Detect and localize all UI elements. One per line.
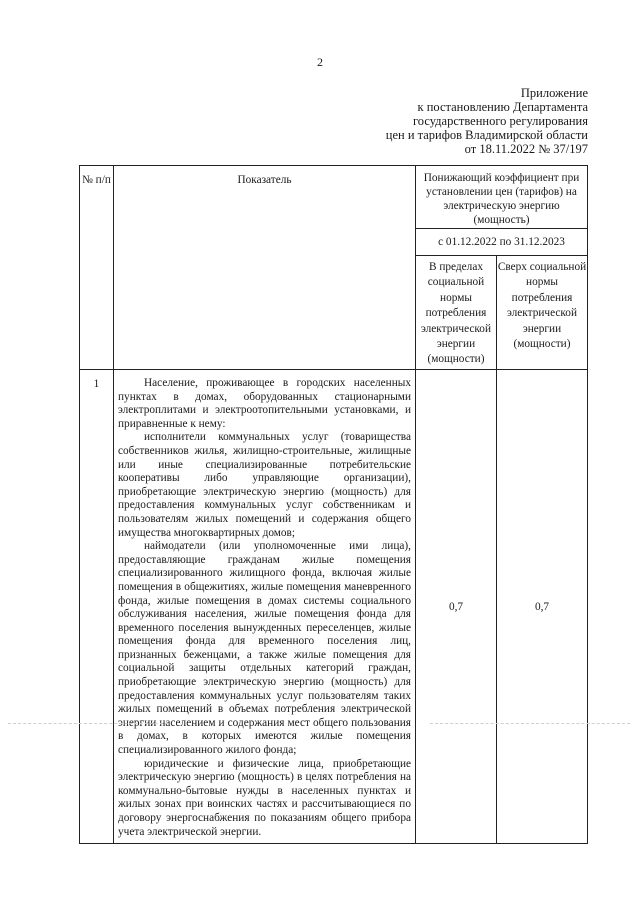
indicator-paragraph: Население, проживающее в городских населенных пунктах в домах, оборудованных стационарными электроплитами и электроотопительными установками, и приравненные к нему: xyxy=(118,377,411,430)
appendix-header xyxy=(348,86,588,156)
page-number: 2 xyxy=(317,55,323,69)
scan-artifact-line xyxy=(8,723,168,724)
indicator-paragraph: наймодатели (или уполномоченные ими лица), предоставляющие гражданам жилые помещения специализированного жилищного фонда, включая жилые помещения в общежитиях, жилые помещения маневренного фонда, жилые помещения в домах системы социального обслуживания населения, жилые помещения фонда для временного поселения вынужденных переселенцев, жилые помещения фонда для временного поселения лиц, признанных беженцами, а также жилые помещения для социальной защиты отдельных категорий граждан, приобретающие электрическую энергию (мощность) для предоставления коммунальных услуг пользователям таких жилых помещений в объемах потребления электрической энергии населением и содержания мест общего пользования в домах, в которых имеются жилые помещения специализированного жилого фонда; xyxy=(118,540,411,757)
appendix-line-date: от 18.11.2022 № 37/197 xyxy=(464,142,588,156)
value-within-norm: 0,7 xyxy=(416,370,497,844)
table-row xyxy=(80,370,588,844)
indicator-paragraph: исполнители коммунальных услуг (товарищества собственников жилья, жилищно-строительные, жилищные или иные специализированные потребительские кооперативы либо управляющие организации), приобретающие электрическую энергию (мощность) для предоставления коммунальных услуг собственникам и пользователям жилых помещений и содержания общего имущества многоквартирных домов; xyxy=(118,431,411,539)
header-number: № п/п xyxy=(80,166,114,370)
header-within-norm: В пределах социальной нормы потребления электрической энергии (мощности) xyxy=(416,255,497,369)
header-above-norm: Сверх социальной нормы потребления электрической энергии (мощности) xyxy=(497,255,588,369)
appendix-line-department: государственного регулирования xyxy=(412,114,588,128)
coefficient-table xyxy=(79,165,588,844)
header-period: с 01.12.2022 по 31.12.2023 xyxy=(416,228,588,255)
appendix-line-region: цен и тарифов Владимирской области xyxy=(385,128,588,142)
scan-artifact-line xyxy=(430,723,630,724)
row-number: 1 xyxy=(80,370,114,844)
row-indicator xyxy=(114,370,416,844)
indicator-paragraph: юридические и физические лица, приобретающие электрическую энергию (мощность) в целях потребления на коммунально-бытовые нужды в населенных пунктах и жилых зонах при воинских частях и рассчитывающиеся по договору энергоснабжения по показаниям общего прибора учета электрической энергии. xyxy=(118,757,411,838)
appendix-line-title: Приложение xyxy=(520,86,588,100)
value-above-norm: 0,7 xyxy=(497,370,588,844)
appendix-line-resolution: к постановлению Департамента xyxy=(417,100,588,114)
header-indicator: Показатель xyxy=(114,166,416,370)
header-coefficient: Понижающий коэффициент при установлении цен (тарифов) на электрическую энергию (мощность) xyxy=(416,166,588,229)
